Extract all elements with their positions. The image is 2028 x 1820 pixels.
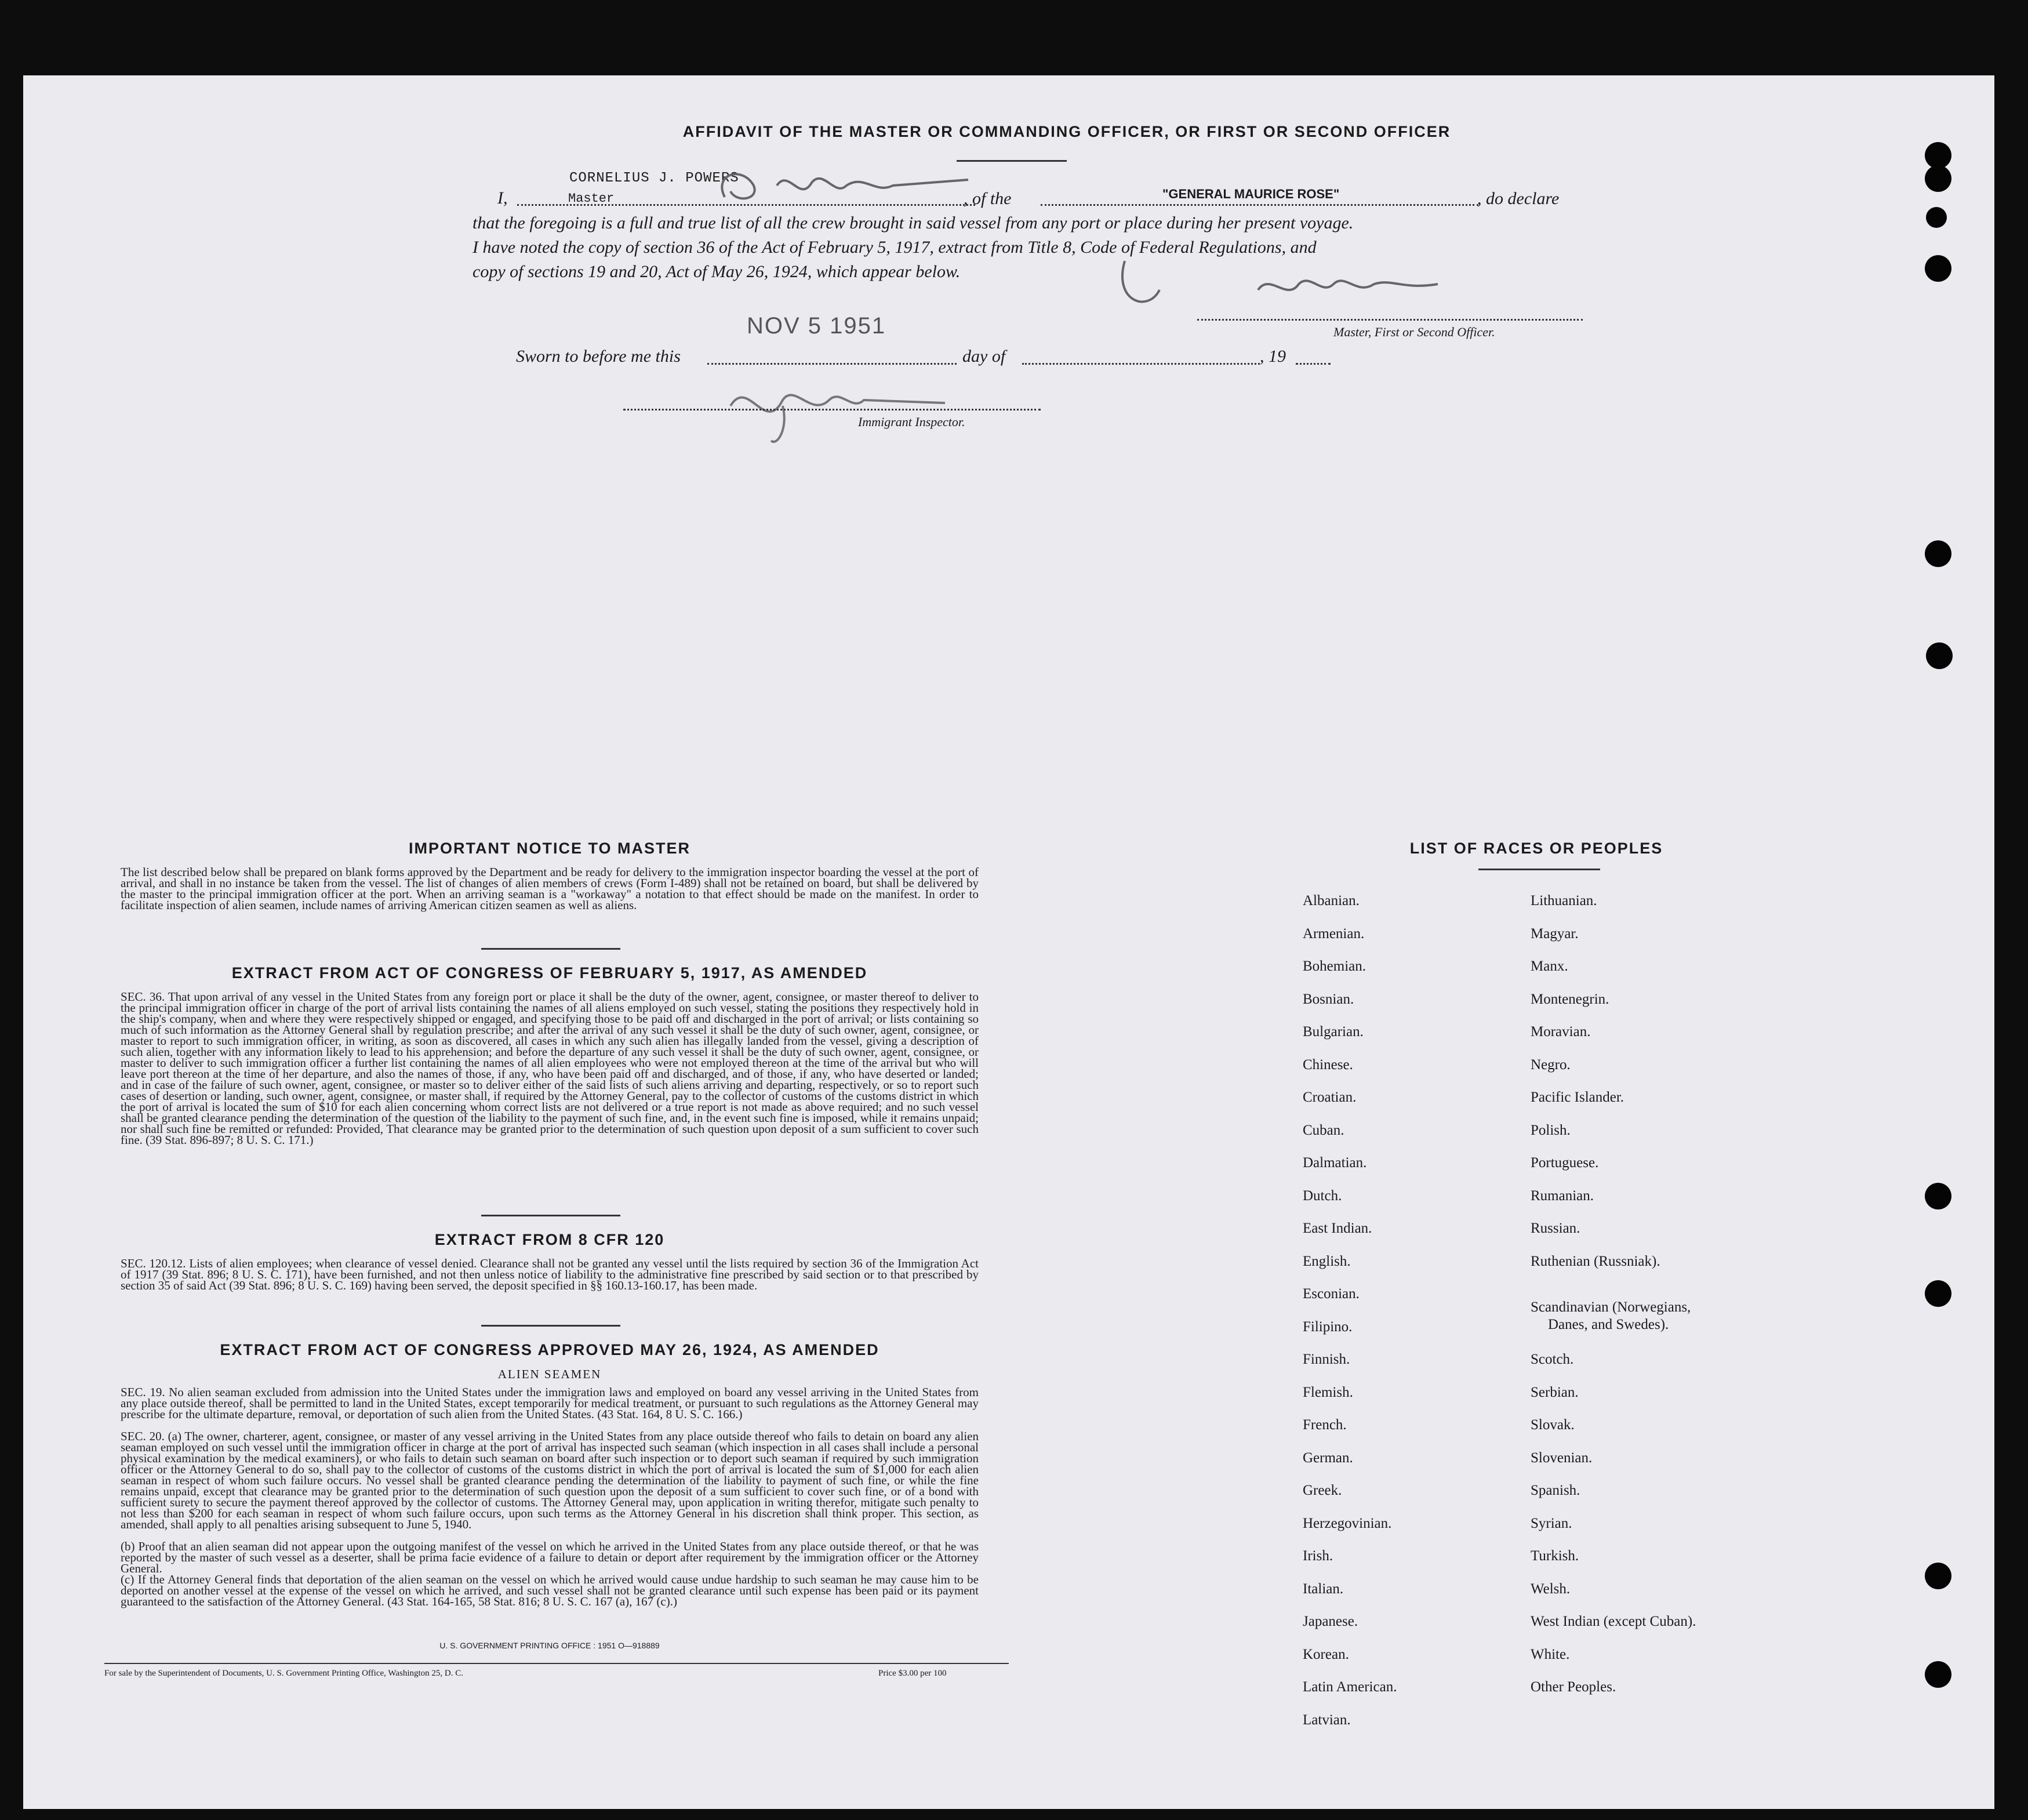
race-item: Magyar. [1531,925,1579,942]
punch-hole [1926,642,1953,669]
race-item: Chinese. [1303,1056,1353,1073]
race-item: Esconian. [1303,1286,1360,1302]
race-item: Filipino. [1303,1318,1353,1335]
officer-signature [1113,249,1519,319]
race-item: Syrian. [1531,1515,1572,1531]
race-item: Greek. [1303,1483,1342,1498]
sworn-label: Sworn to before me this [516,347,681,366]
races-title: LIST OF RACES OR PEOPLES [1409,840,1663,857]
footer-price: Price $3.00 per 100 [878,1669,947,1678]
race-item: German. [1303,1450,1353,1466]
race-item: East Indian. [1303,1220,1372,1236]
date-stamp: NOV 5 1951 [747,313,886,339]
divider [481,948,620,950]
race-item: Irish. [1303,1548,1333,1564]
race-item: Moravian. [1531,1024,1591,1040]
race-item: Welsh. [1531,1581,1571,1597]
typed-master-name: CORNELIUS J. POWERS [569,170,739,186]
extract-cfr-text: SEC. 120.12. Lists of alien employees; when clearance of vessel denied. Clearance shall not be granted any vessel until the lists required by section 36 of the Immigration Act of 1917 (39 Stat. 896; 8 U. S. C. 171), have been furnished, and not then unless notice of liability to the administrative fine prescribed by said section or to that prescribed by section 35 of said Act (39 Stat. 896; 8 U. S. C. 169) having been served, the deposit specified in §§ 160.13-160.17, has been made. [121,1256,979,1292]
race-item: Rumanian. [1531,1187,1594,1204]
race-item: Finnish. [1303,1352,1350,1367]
race-item: Negro. [1531,1056,1571,1073]
race-item: Bulgarian. [1303,1024,1364,1040]
race-item: Armenian. [1303,925,1365,942]
affidavit-line-2: that the foregoing is a full and true list of all the crew brought in said vessel from any port or place during her present voyage. [473,213,1354,233]
race-item: Lithuanian. [1531,893,1597,909]
inspector-signature [713,371,1003,452]
affidavit-line-3: I have noted the copy of section 36 of the Act of February 5, 1917, extract from Title 8, Code of Federal Regulations, and [473,238,1317,257]
race-item: Montenegrin. [1531,991,1609,1007]
race-item: Scotch. [1531,1352,1574,1367]
race-item: Slovenian. [1531,1450,1593,1466]
year-line [1296,363,1331,365]
divider [481,1325,620,1327]
year-label: , 19 [1260,347,1286,366]
punch-hole [1925,165,1951,192]
race-item: Dutch. [1303,1187,1342,1204]
punch-hole [1925,255,1951,282]
document-page [23,75,1994,1809]
race-item: Pacific Islander. [1531,1089,1624,1105]
affidavit-i-label: I, [497,188,508,208]
do-declare-label: , do declare [1477,189,1560,208]
notice-title: IMPORTANT NOTICE TO MASTER [409,840,690,857]
race-item: Cuban. [1303,1122,1344,1138]
month-line [1022,363,1260,365]
race-item: Serbian. [1531,1384,1579,1400]
race-item: Italian. [1303,1581,1344,1597]
printing-office-note: U. S. GOVERNMENT PRINTING OFFICE : 1951 O—918889 [439,1641,660,1650]
extract-1917-title: EXTRACT FROM ACT OF CONGRESS OF FEBRUARY 5, 1917, AS AMENDED [231,964,868,982]
race-item: Herzegovinian. [1303,1515,1392,1531]
race-item: Ruthenian (Russniak). [1531,1253,1660,1269]
day-of-label: day of [962,347,1006,366]
race-item: Korean. [1303,1646,1349,1662]
typed-rank: Master [568,191,615,206]
footer-sale-note: For sale by the Superintendent of Documents, U. S. Government Printing Office, Washington 25, D. C. [104,1669,463,1678]
race-item: Turkish. [1531,1548,1579,1564]
punch-hole [1925,540,1951,567]
race-item: French. [1303,1417,1347,1433]
race-item: West Indian (except Cuban). [1531,1614,1696,1629]
extract-1924-title: EXTRACT FROM ACT OF CONGRESS APPROVED MAY 26, 1924, AS AMENDED [220,1341,879,1358]
race-item: Russian. [1531,1220,1580,1236]
extract-1917-text: SEC. 36. That upon arrival of any vessel in the United States from any foreign port or place it shall be the duty of the owner, agent, consignee, or master thereof to deliver to the principal immigration officer in charge of the port of arrival lists containing the names of all aliens employed on such vessel, stating the positions they respectively hold in the ship's company, when and where they were respectively shipped or engaged, and specifying those to be paid off and discharged in the port of arrival; or lists containing so much of such information as the Attorney General shall by regulation prescribe; and after the arrival of any such vessel it shall be the duty of such owner, agent, consignee, or master to report to such immigration officer, in writing, as soon as discovered, all cases in which any such alien has illegally landed from the vessel, giving a description of such alien, together with any information likely to lead to his apprehension; and before the departure of any such vessel it shall be the duty of such owner, agent, consignee, or master to deliver to such immigration officer a further list containing the names of all alien employees who were not employed thereon at the time of the arrival but who will leave port thereon at the time of her departure, and also the names of those, if any, who have been paid off and discharged, and of those, if any, who have deserted or landed; and in case of the failure of such owner, agent, consignee, or master so to deliver either of the said lists of such aliens arriving and departing, respectively, or so to report such cases of desertion or landing, such owner, agent, consignee, or master shall, if required by the Attorney General, pay to the collector of customs of the customs district in which the port of arrival is located the sum of $10 for each alien concerning whom correct lists are not delivered or a true report is not made as above required; and no such vessel shall be granted clearance pending the determination of the question of the liability to the payment of such fine, and, in the event such fine is imposed, while it remains unpaid; nor shall such fine be remitted or refunded: Provided, That clearance may be granted prior to the determination of such question upon deposit of a sum sufficient to cover such fine. (39 Stat. 896-897; 8 U. S. C. 171.) [121,990,979,1147]
race-item: Spanish. [1531,1483,1580,1498]
race-item: Slovak. [1531,1417,1575,1433]
race-item: Portuguese. [1531,1155,1599,1171]
extract-cfr-title: EXTRACT FROM 8 CFR 120 [434,1231,665,1248]
sworn-day-line [707,363,957,365]
inspector-signature-line [623,409,1041,411]
race-item: Bosnian. [1303,991,1354,1007]
race-item: Bohemian. [1303,958,1366,974]
master-signature-line [1197,319,1583,321]
sec20b-text: (b) Proof that an alien seaman did not appear upon the outgoing manifest of the vessel on which he arrived in the United States from any place outside thereof, or that he was reported by the master of such vessel as a deserter, shall be prima facie evidence of a failure to detain or deport after requirement by the immigration officer or the Attorney General. [121,1539,979,1575]
race-item: Albanian. [1303,893,1360,909]
master-signature [690,162,1038,215]
divider [957,160,1067,162]
race-item: Scandinavian (Norwegians, [1531,1299,1691,1315]
sec19-text: SEC. 19. No alien seaman excluded from admission into the United States under the immigration laws and employed on board any vessel arriving in the United States from any place outside thereof, shall be permitted to land in the United States, except temporarily for medical treatment, or pursuant to such regulations as the Attorney General may prescribe for the ultimate departure, removal, or deportation of such alien from the United States. (43 Stat. 164, 8 U. S. C. 166.) [121,1385,979,1421]
punch-hole [1925,1280,1951,1307]
race-item: Japanese. [1303,1614,1358,1629]
race-item: White. [1531,1646,1570,1662]
race-item: Manx. [1531,958,1568,974]
race-item: Latvian. [1303,1712,1351,1728]
race-item: Croatian. [1303,1089,1357,1105]
affidavit-line-4: copy of sections 19 and 20, Act of May 26, 1924, which appear below. [473,262,961,281]
race-item: Polish. [1531,1122,1571,1138]
footer-rule [104,1663,1009,1664]
divider [1478,869,1600,870]
notice-text: The list described below shall be prepared on blank forms approved by the Department and be ready for delivery to the immigration inspector boarding the vessel at the port of arrival, and shall in no instance be taken from the vessel. The list of changes of alien members of crews (Form I-489) shall not be retained on board, but shall be delivered by the master to the principal immigration officer at the port. When an arriving seaman is a "workaway" a notation to that effect should be made on the manifest. In order to facilitate inspection of alien seamen, include names of arriving American citizen seamen as well as aliens. [121,865,979,912]
master-caption: Master, First or Second Officer. [1333,325,1495,339]
race-item: Other Peoples. [1531,1679,1616,1695]
sec20a-text: SEC. 20. (a) The owner, charterer, agent, consignee, or master of any vessel arriving in the United States from any place outside thereof who fails to detain on board any alien seaman employed on such vessel until the immigration officer in charge at the port of arrival has inspected such seaman (which inspection in all cases shall include a personal physical examination by the medical examiners), or who fails to detain such seaman on board after such inspection or to deport such seaman if required by such immigration officer or the Attorney General to do so, shall pay to the collector of customs of the customs district in which the port of arrival is located the sum of $1,000 for each alien seaman in respect of whom such failure occurs. No vessel shall be granted clearance pending the determination of the liability to payment of such fine, or while the fine remains unpaid, except that clearance may be granted prior to the determination of such question upon the deposit of a sum sufficient to cover such fine, or of a bond with sufficient surety to secure the payment thereof approved by the collector of customs. The Attorney General may, upon application in writing therefor, mitigate such penalty to not less than $200 for each seaman in respect of whom such failure occurs, upon such terms as the Attorney General in his discretion shall think proper. This section, as amended, shall apply to all penalties arising subsequent to June 5, 1940. [121,1429,979,1531]
vessel-name: "GENERAL MAURICE ROSE" [1162,187,1340,201]
affidavit-title: AFFIDAVIT OF THE MASTER OR COMMANDING OFFICER, OR FIRST OR SECOND OFFICER [682,123,1451,140]
punch-hole [1925,1183,1951,1209]
race-item: Dalmatian. [1303,1155,1367,1171]
vessel-line [1041,204,1478,206]
inspector-caption: Immigrant Inspector. [858,415,965,429]
race-item: Flemish. [1303,1384,1353,1400]
punch-hole [1926,207,1947,228]
of-the-label: , of the [964,189,1012,208]
punch-hole [1925,1661,1951,1688]
divider [481,1215,620,1216]
race-item: Latin American. [1303,1679,1397,1695]
punch-hole [1925,1563,1951,1589]
sec20c-text: (c) If the Attorney General finds that deportation of the alien seaman on the vessel on which he arrived would cause undue hardship to such seaman he may cause him to be deported on another vessel at the expense of the vessel on which he arrived, and such vessel shall not be granted clearance until such expense has been paid or its payment guaranteed to the satisfaction of the Attorney General. (43 Stat. 164-165, 58 Stat. 816; 8 U. S. C. 167 (a), 167 (c).) [121,1572,979,1608]
alien-seamen-subtitle: ALIEN SEAMEN [497,1367,602,1381]
race-item: Danes, and Swedes). [1548,1316,1669,1332]
race-item: English. [1303,1253,1351,1269]
